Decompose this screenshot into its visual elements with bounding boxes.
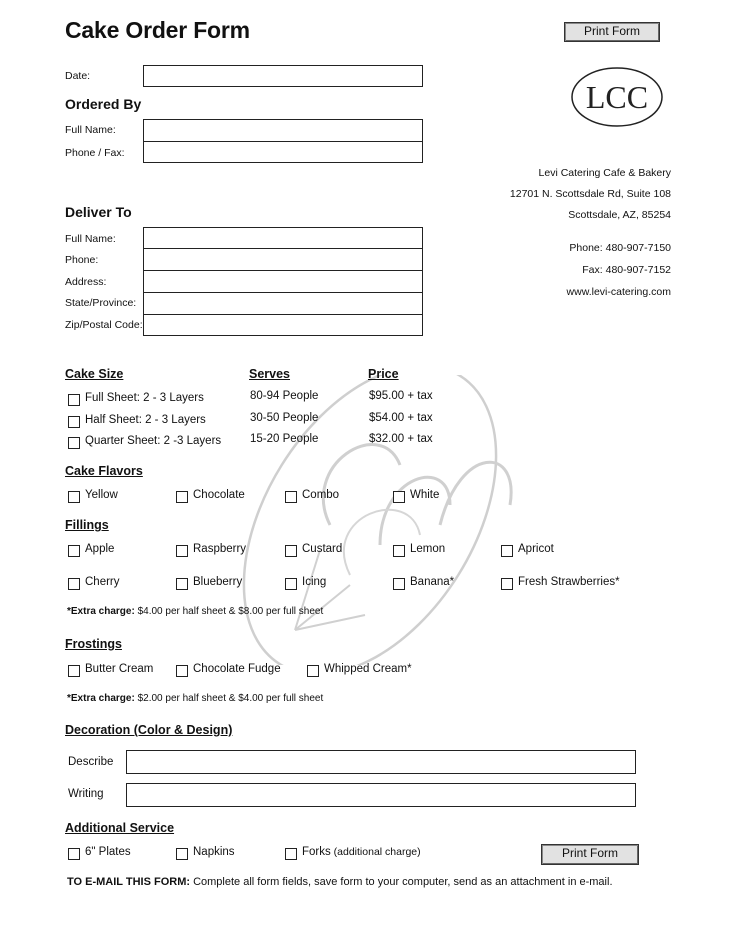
print-form-button-bottom[interactable]: Print Form	[541, 844, 639, 865]
half-sheet-serves: 30-50 People	[250, 412, 319, 424]
filling-custard-checkbox[interactable]	[285, 545, 297, 557]
frosting-whipped-cream-checkbox[interactable]	[307, 665, 319, 677]
flavor-chocolate-checkbox[interactable]	[176, 491, 188, 503]
fillings-heading: Fillings	[65, 518, 109, 532]
fillings-extra-charge-label: *Extra charge:	[67, 606, 135, 617]
ordered-phone-fax-field[interactable]	[143, 141, 423, 163]
ordered-by-heading: Ordered By	[65, 96, 142, 112]
deliver-phone-label: Phone:	[65, 254, 99, 266]
deliver-phone-field[interactable]	[143, 248, 423, 271]
frostings-heading: Frostings	[65, 637, 122, 651]
frosting-whipped-cream-label: Whipped Cream*	[324, 663, 412, 675]
forks-note: (additional charge)	[330, 846, 421, 858]
filling-cherry-checkbox[interactable]	[68, 578, 80, 590]
serves-heading: Serves	[249, 367, 291, 381]
cake-flavors-heading: Cake Flavors	[65, 464, 143, 478]
full-sheet-checkbox[interactable]	[68, 394, 80, 406]
describe-field[interactable]	[126, 750, 636, 774]
filling-cherry-label: Cherry	[85, 576, 120, 588]
plates-label: 6" Plates	[85, 846, 131, 858]
email-instructions-text: Complete all form fields, save form to your computer, send as an attachment in e-mail.	[190, 876, 613, 888]
price-heading: Price	[368, 367, 399, 381]
forks-label	[302, 846, 421, 858]
email-instructions	[67, 876, 613, 888]
filling-banana-label: Banana*	[410, 576, 455, 588]
napkins-checkbox[interactable]	[176, 848, 188, 860]
flavor-white-checkbox[interactable]	[393, 491, 405, 503]
filling-blueberry-label: Blueberry	[193, 576, 243, 588]
frosting-chocolate-fudge-label: Chocolate Fudge	[193, 663, 281, 675]
company-website: www.levi-catering.com	[566, 286, 671, 298]
deliver-state-label: State/Province:	[65, 297, 137, 309]
half-sheet-label: Half Sheet: 2 - 3 Layers	[85, 414, 206, 426]
filling-raspberry-label: Raspberry	[193, 543, 247, 555]
deliver-full-name-field[interactable]	[143, 227, 423, 249]
filling-banana-checkbox[interactable]	[393, 578, 405, 590]
company-name: Levi Catering Cafe & Bakery	[538, 167, 671, 179]
page-title: Cake Order Form	[65, 17, 250, 43]
filling-apricot-label: Apricot	[518, 543, 554, 555]
full-sheet-serves: 80-94 People	[250, 390, 319, 402]
filling-lemon-checkbox[interactable]	[393, 545, 405, 557]
quarter-sheet-serves: 15-20 People	[250, 433, 319, 445]
frosting-butter-cream-checkbox[interactable]	[68, 665, 80, 677]
forks-text: Forks	[302, 846, 331, 858]
filling-apricot-checkbox[interactable]	[501, 545, 513, 557]
filling-apple-checkbox[interactable]	[68, 545, 80, 557]
svg-text:LCC: LCC	[585, 79, 649, 115]
filling-icing-label: Icing	[302, 576, 327, 588]
company-city: Scottsdale, AZ, 85254	[568, 209, 671, 221]
half-sheet-checkbox[interactable]	[68, 416, 80, 428]
frostings-extra-charge-note	[67, 693, 323, 704]
full-sheet-price: $95.00 + tax	[369, 390, 433, 402]
company-street: 12701 N. Scottsdale Rd, Suite 108	[509, 188, 671, 200]
quarter-sheet-price: $32.00 + tax	[369, 433, 433, 445]
frostings-extra-charge-label: *Extra charge:	[67, 693, 135, 704]
flavor-yellow-checkbox[interactable]	[68, 491, 80, 503]
date-field[interactable]	[143, 65, 423, 87]
filling-strawberries-label: Fresh Strawberries*	[518, 576, 620, 588]
filling-apple-label: Apple	[85, 543, 115, 555]
flavor-chocolate-label: Chocolate	[193, 489, 245, 501]
company-phone: Phone: 480-907-7150	[569, 242, 671, 254]
print-form-button-top[interactable]: Print Form	[564, 22, 660, 42]
flavor-white-label: White	[410, 489, 440, 501]
fillings-extra-charge-text: $4.00 per half sheet & $8.00 per full sheet	[134, 606, 324, 617]
company-fax: Fax: 480-907-7152	[582, 264, 671, 276]
ordered-full-name-label: Full Name:	[65, 124, 116, 136]
filling-raspberry-checkbox[interactable]	[176, 545, 188, 557]
filling-blueberry-checkbox[interactable]	[176, 578, 188, 590]
writing-field[interactable]	[126, 783, 636, 807]
deliver-zip-label: Zip/Postal Code:	[65, 319, 143, 331]
deliver-to-heading: Deliver To	[65, 204, 132, 220]
deliver-zip-field[interactable]	[143, 314, 423, 336]
filling-lemon-label: Lemon	[410, 543, 446, 555]
flavor-yellow-label: Yellow	[85, 489, 118, 501]
quarter-sheet-label: Quarter Sheet: 2 -3 Layers	[85, 435, 222, 447]
describe-label: Describe	[68, 756, 114, 768]
deliver-address-label: Address:	[65, 276, 107, 288]
filling-strawberries-checkbox[interactable]	[501, 578, 513, 590]
ordered-phone-fax-label: Phone / Fax:	[65, 147, 125, 159]
filling-custard-label: Custard	[302, 543, 343, 555]
frostings-extra-charge-text: $2.00 per half sheet & $4.00 per full sheet	[134, 693, 324, 704]
deliver-address-field[interactable]	[143, 270, 423, 293]
decoration-heading: Decoration (Color & Design)	[65, 723, 233, 737]
email-instructions-label: TO E-MAIL THIS FORM:	[67, 876, 191, 888]
ordered-full-name-field[interactable]	[143, 119, 423, 142]
flavor-combo-checkbox[interactable]	[285, 491, 297, 503]
forks-checkbox[interactable]	[285, 848, 297, 860]
cake-size-heading: Cake Size	[65, 367, 124, 381]
additional-service-heading: Additional Service	[65, 821, 175, 835]
frosting-chocolate-fudge-checkbox[interactable]	[176, 665, 188, 677]
plates-checkbox[interactable]	[68, 848, 80, 860]
quarter-sheet-checkbox[interactable]	[68, 437, 80, 449]
napkins-label: Napkins	[193, 846, 235, 858]
fillings-extra-charge-note	[67, 606, 323, 617]
filling-icing-checkbox[interactable]	[285, 578, 297, 590]
full-sheet-label: Full Sheet: 2 - 3 Layers	[85, 392, 204, 404]
flavor-combo-label: Combo	[302, 489, 340, 501]
date-label: Date:	[65, 70, 91, 82]
lcc-logo	[570, 66, 664, 128]
frosting-butter-cream-label: Butter Cream	[85, 663, 154, 675]
deliver-full-name-label: Full Name:	[65, 233, 116, 245]
writing-label: Writing	[68, 788, 104, 800]
deliver-state-field[interactable]	[143, 292, 423, 315]
half-sheet-price: $54.00 + tax	[369, 412, 433, 424]
